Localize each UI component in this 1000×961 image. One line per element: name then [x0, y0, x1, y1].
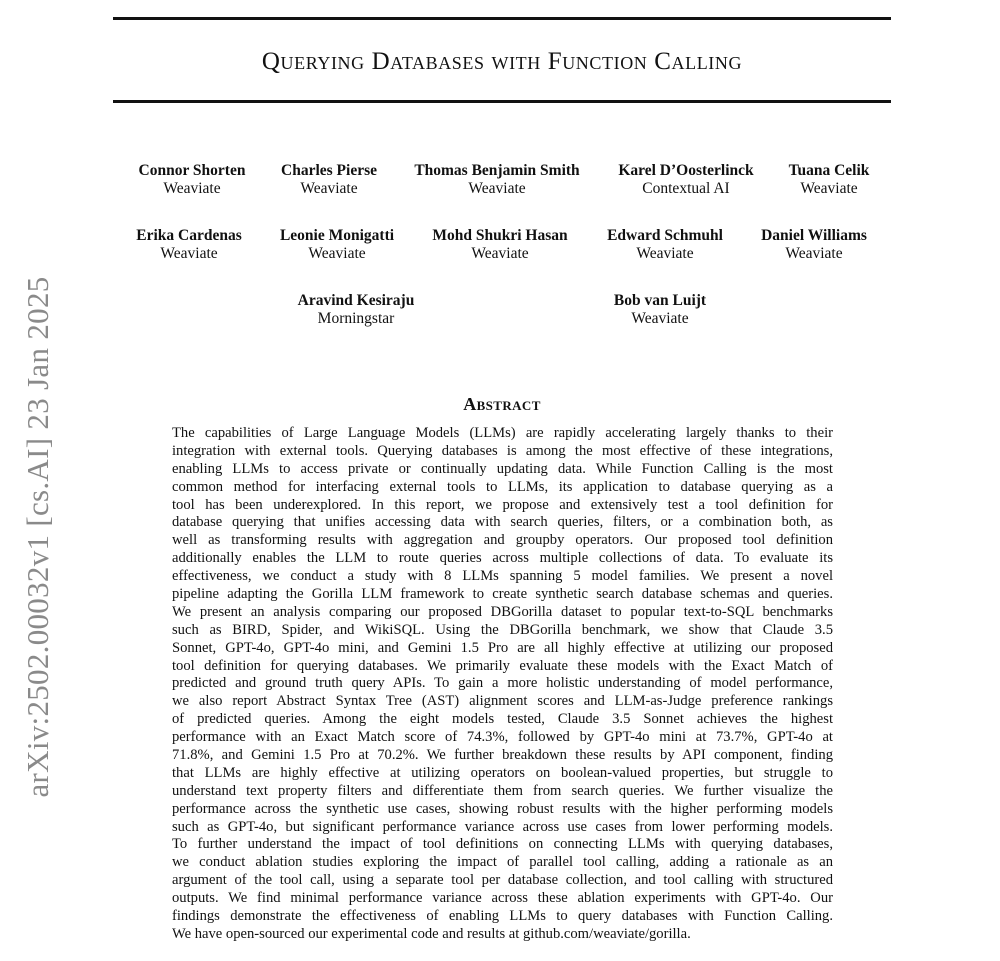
abstract-line: The capabilities of Large Language Models (LLMs) are rapidly accelerating largely thanks to their	[172, 425, 833, 441]
author-block	[281, 162, 377, 198]
author-block	[607, 227, 723, 263]
abstract-line: database querying that unifies accessing data with search queries, filters, or a combination both, as	[172, 514, 833, 531]
author-block	[432, 227, 567, 263]
author-name: Tuana Celik	[788, 162, 870, 179]
abstract-line: findings demonstrate the effectiveness of enabling LLMs to query databases with Function Calling.	[172, 908, 833, 925]
abstract-line: We have open-sourced our experimental code and results at github.com/weaviate/gorilla.	[172, 925, 691, 942]
author-name: Daniel Williams	[761, 227, 867, 244]
abstract-line: performance across the synthetic use cases, showing robust results with the higher performing models	[172, 800, 833, 817]
abstract-line: effectiveness, we conduct a study with 8 LLMs spanning 5 model families. We present a novel	[172, 568, 833, 585]
abstract-line: additionally enables the LLM to route queries across multiple collections of data. To evaluate its	[172, 550, 833, 567]
author-name: Leonie Monigatti	[279, 227, 395, 244]
author-affiliation: Morningstar	[317, 310, 395, 327]
abstract-line: We present an analysis comparing our proposed DBGorilla dataset to popular text-to-SQL benchmarks	[172, 603, 833, 620]
author-affiliation: Weaviate	[468, 180, 526, 197]
author-block	[414, 162, 579, 198]
author-block	[136, 227, 242, 263]
title-bottom-rule	[113, 100, 891, 103]
abstract-line: understand text property filters and differentiate them from search queries. We further visualize the	[172, 782, 833, 799]
author-name: Mohd Shukri Hasan	[432, 227, 568, 244]
author-block	[280, 227, 394, 263]
abstract-line: 71.8%, and Gemini 1.5 Pro at 70.2%. We further breakdown these results by API component, finding	[172, 747, 833, 764]
abstract-line: argument of the tool call, using a separate tool per database collection, and tool calling with structured	[172, 872, 833, 889]
abstract-heading: Abstract	[463, 394, 541, 414]
author-affiliation: Weaviate	[800, 180, 858, 197]
author-block	[761, 227, 867, 263]
author-affiliation: Weaviate	[160, 245, 218, 262]
author-affiliation: Weaviate	[300, 180, 358, 197]
abstract-line: To further understand the impact of tool definitions on connecting LLMs with querying databases,	[172, 836, 833, 853]
author-block	[618, 162, 753, 198]
abstract-line: common method for interfacing external tools to LLMs, its application to database querying as a	[172, 478, 833, 495]
abstract-line: integration with external tools. Querying databases is among the most effective of these integrations,	[172, 442, 833, 459]
abstract-line: such as GPT-4o, but significant performance variance across use cases from lower performing models.	[172, 818, 833, 835]
author-name: Bob van Luijt	[613, 292, 707, 309]
abstract-line: tool has been underexplored. In this report, we propose and extensively test a tool definition for	[172, 496, 833, 513]
abstract-line: that LLMs are highly effective at utilizing operators on boolean-valued properties, but struggle to	[172, 764, 833, 781]
abstract-line: enabling LLMs to access private or continually updating data. While Function Calling is the most	[172, 460, 833, 477]
abstract-line: predicted and ground truth query APIs. To gain a more holistic understanding of model performance,	[172, 675, 833, 692]
author-name: Charles Pierse	[281, 162, 377, 179]
abstract-line: we also report Abstract Syntax Tree (AST) alignment scores and LLM-as-Judge preference rankings	[172, 693, 833, 710]
author-name: Thomas Benjamin Smith	[414, 162, 580, 179]
abstract-line: performance with an Exact Match score of 74.3%, followed by GPT-4o mini at 73.7%, GPT-4o at	[172, 729, 833, 746]
author-affiliation: Weaviate	[308, 245, 366, 262]
author-name: Edward Schmuhl	[607, 227, 723, 244]
author-affiliation: Weaviate	[636, 245, 694, 262]
author-name: Connor Shorten	[138, 162, 246, 179]
abstract-body	[172, 425, 833, 944]
abstract-line: well as transforming results with aggregation and groupby operators. Our proposed tool definition	[172, 532, 833, 549]
author-name: Karel D’Oosterlinck	[618, 162, 754, 179]
author-name: Erika Cardenas	[136, 227, 242, 244]
author-block	[139, 162, 246, 198]
author-block	[298, 292, 415, 328]
abstract-line: Sonnet, GPT-4o, GPT-4o mini, and Gemini 1.5 Pro are all highly effective at utilizing our proposed	[172, 639, 833, 656]
arxiv-identifier: arXiv:2502.00032v1 [cs.AI] 23 Jan 2025	[20, 276, 55, 798]
abstract-line: tool definition for querying databases. We primarily evaluate these models with the Exact Match of	[172, 657, 833, 674]
abstract-line: pipeline adapting the Gorilla LLM framework to create synthetic search database schemas and queries.	[172, 586, 833, 603]
author-affiliation: Weaviate	[785, 245, 843, 262]
author-affiliation: Weaviate	[631, 310, 689, 327]
abstract-line: we conduct ablation studies exploring the impact of parallel tool calling, adding a rationale as an	[172, 854, 833, 871]
paper-title: Querying Databases with Function Calling	[261, 48, 743, 75]
abstract-line: outputs. We find minimal performance variance across these ablation experiments with GPT-4o. Our	[172, 890, 833, 907]
author-block	[789, 162, 870, 198]
abstract-line: such as BIRD, Spider, and WikiSQL. Using the DBGorilla benchmark, we show that Claude 3.5	[172, 621, 833, 638]
author-affiliation: Weaviate	[471, 245, 529, 262]
title-top-rule	[113, 17, 891, 20]
author-affiliation: Weaviate	[163, 180, 221, 197]
author-block	[614, 292, 706, 328]
abstract-line: of predicted queries. Among the eight models tested, Claude 3.5 Sonnet achieves the highest	[172, 711, 833, 728]
author-affiliation: Contextual AI	[642, 180, 730, 197]
author-name: Aravind Kesiraju	[297, 292, 415, 309]
